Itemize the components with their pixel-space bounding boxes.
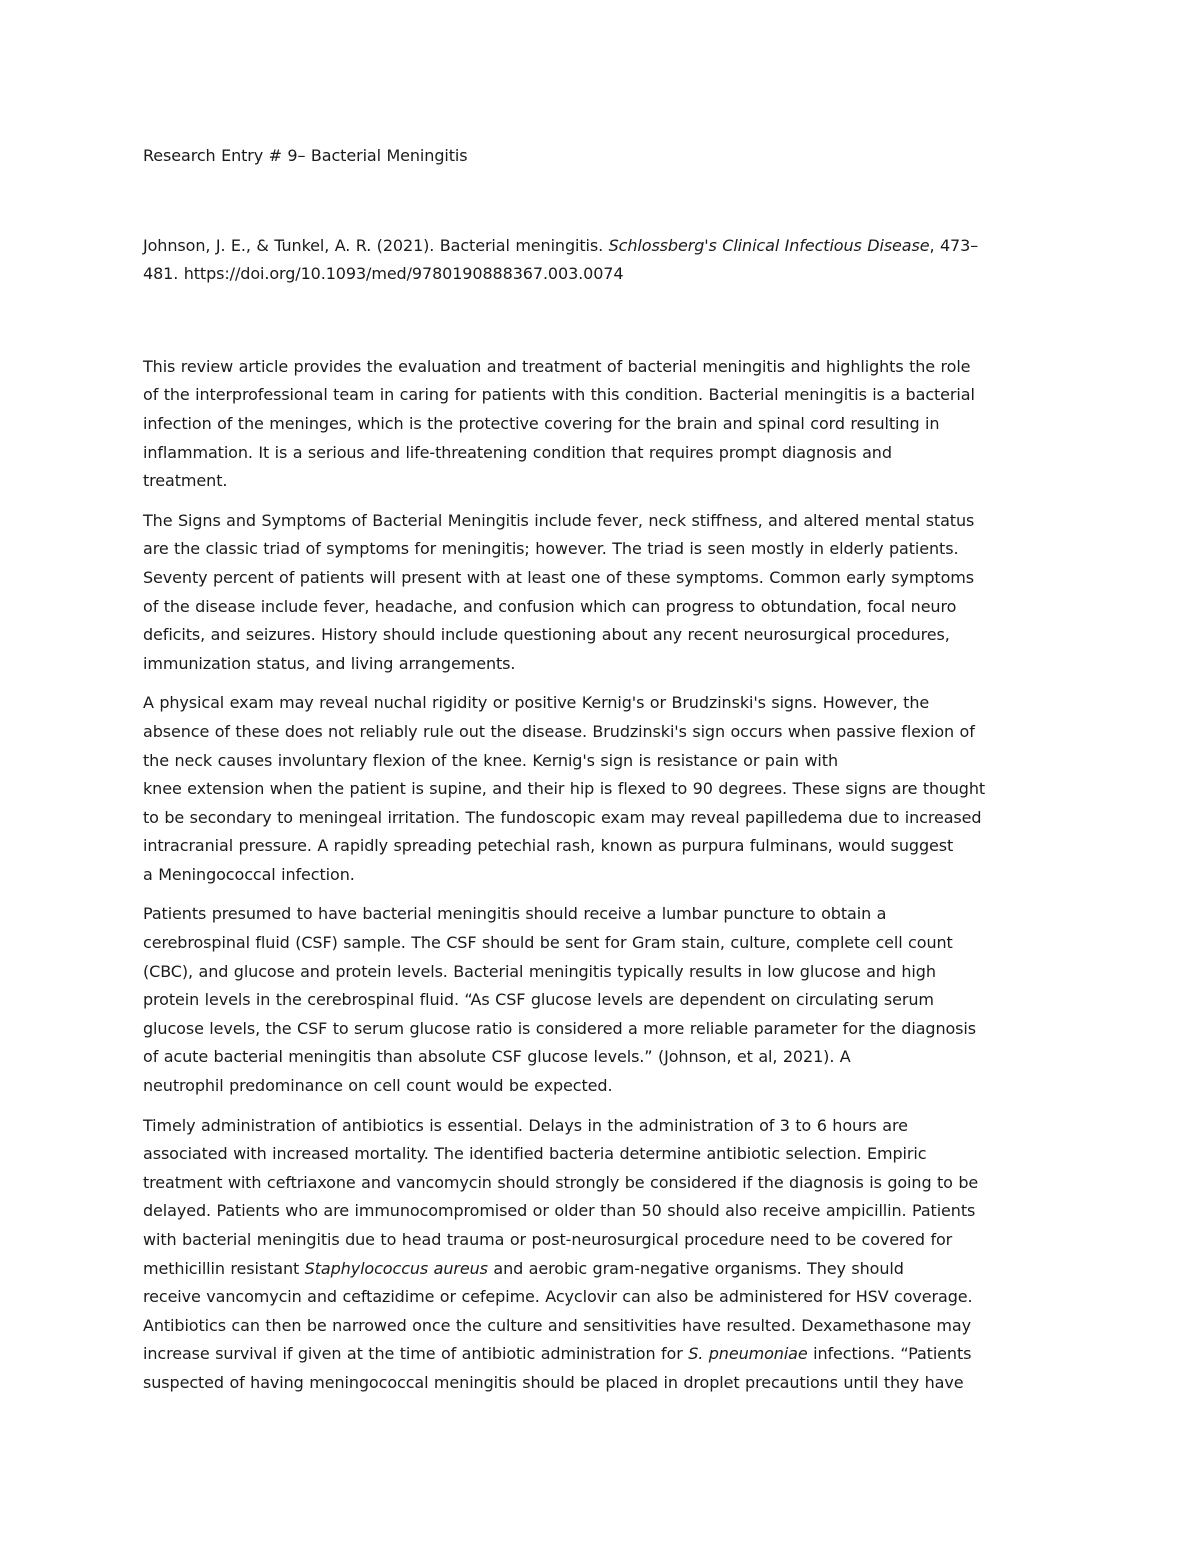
text-line: inflammation. It is a serious and life-threatening condition that requires prompt diagnosis and bbox=[143, 442, 892, 462]
document-title: Research Entry # 9– Bacterial Meningitis bbox=[143, 146, 468, 165]
text-line: of the interprofessional team in caring for patients with this condition. Bacterial meningitis is a bacterial bbox=[143, 385, 975, 405]
text-line: neutrophil predominance on cell count would be expected. bbox=[143, 1076, 613, 1096]
text-line: a Meningococcal infection. bbox=[143, 864, 355, 884]
citation-authors: Johnson, J. E., & Tunkel, A. R. (2021). Bacterial meningitis. bbox=[143, 235, 609, 255]
text-line: deficits, and seizures. History should include questioning about any recent neurosurgical procedures, bbox=[143, 625, 950, 645]
text-line: the neck causes involuntary flexion of the knee. Kernig's sign is resistance or pain with bbox=[143, 750, 838, 770]
paragraph-physical-exam bbox=[143, 689, 1050, 889]
organism-name: Staphylococcus aureus bbox=[304, 1258, 488, 1278]
text-line: Seventy percent of patients will present with at least one of these symptoms. Common early symptoms bbox=[143, 567, 975, 587]
text-line: receive vancomycin and ceftazidime or cefepime. Acyclovir can also be administered for HSV coverage. bbox=[143, 1287, 973, 1307]
text-line: Timely administration of antibiotics is essential. Delays in the administration of 3 to 6 hours are bbox=[143, 1115, 908, 1135]
paragraph-review-summary bbox=[143, 353, 1050, 496]
text-line: treatment. bbox=[143, 471, 228, 491]
citation-line-2: 481. https://doi.org/10.1093/med/9780190888367.003.0074 bbox=[143, 264, 624, 284]
text-segment: infections. “Patients bbox=[807, 1344, 972, 1364]
citation-journal: Schlossberg's Clinical Infectious Disease bbox=[608, 235, 930, 255]
text-line: of the disease include fever, headache, and confusion which can progress to obtundation, focal neuro bbox=[143, 596, 957, 616]
text-line: (CBC), and glucose and protein levels. Bacterial meningitis typically results in low glucose and high bbox=[143, 961, 936, 981]
text-line bbox=[143, 1340, 1050, 1369]
text-line: infection of the meninges, which is the protective covering for the brain and spinal cord resulting in bbox=[143, 413, 940, 433]
text-line: protein levels in the cerebrospinal fluid. “As CSF glucose levels are dependent on circulating serum bbox=[143, 990, 934, 1010]
text-line: immunization status, and living arrangements. bbox=[143, 653, 516, 673]
text-line: The Signs and Symptoms of Bacterial Meningitis include fever, neck stiffness, and altered mental status bbox=[143, 510, 975, 530]
text-line: Patients presumed to have bacterial meningitis should receive a lumbar puncture to obtain a bbox=[143, 904, 887, 924]
text-line: Antibiotics can then be narrowed once the culture and sensitivities have resulted. Dexamethasone may bbox=[143, 1315, 971, 1335]
paragraph-signs-symptoms bbox=[143, 507, 1050, 679]
text-line: This review article provides the evaluation and treatment of bacterial meningitis and highlights the role bbox=[143, 356, 971, 376]
text-line: to be secondary to meningeal irritation. The fundoscopic exam may reveal papilledema due to increased bbox=[143, 807, 982, 827]
citation bbox=[143, 232, 1050, 289]
text-line: suspected of having meningococcal meningitis should be placed in droplet precautions until they have bbox=[143, 1372, 964, 1392]
text-line: cerebrospinal fluid (CSF) sample. The CSF should be sent for Gram stain, culture, complete cell count bbox=[143, 933, 953, 953]
citation-line-1 bbox=[143, 232, 1050, 261]
text-line: treatment with ceftriaxone and vancomycin should strongly be considered if the diagnosis is going to be bbox=[143, 1172, 979, 1192]
text-line: absence of these does not reliably rule out the disease. Brudzinski's sign occurs when passive flexion of bbox=[143, 721, 975, 741]
paragraph-lumbar-puncture bbox=[143, 900, 1050, 1100]
text-line: with bacterial meningitis due to head trauma or post-neurosurgical procedure need to be covered for bbox=[143, 1230, 953, 1249]
text-line: glucose levels, the CSF to serum glucose ratio is considered a more reliable parameter for the diagnosis bbox=[143, 1018, 976, 1038]
text-line: knee extension when the patient is supine, and their hip is flexed to 90 degrees. These signs are thought bbox=[143, 779, 986, 799]
text-segment: methicillin resistant bbox=[143, 1258, 305, 1278]
paragraph-antibiotics bbox=[143, 1112, 1050, 1398]
citation-pages: , 473– bbox=[929, 235, 979, 255]
text-line: associated with increased mortality. The identified bacteria determine antibiotic selection. Empiric bbox=[143, 1144, 927, 1164]
text-line bbox=[143, 1255, 1050, 1284]
text-segment: and aerobic gram-negative organisms. They should bbox=[487, 1258, 904, 1278]
text-line: A physical exam may reveal nuchal rigidity or positive Kernig's or Brudzinski's signs. However, the bbox=[143, 693, 930, 713]
text-line: are the classic triad of symptoms for meningitis; however. The triad is seen mostly in elderly patients. bbox=[143, 539, 959, 559]
text-segment: increase survival if given at the time of antibiotic administration for bbox=[143, 1344, 689, 1364]
organism-name: S. pneumoniae bbox=[688, 1344, 808, 1364]
text-line: of acute bacterial meningitis than absolute CSF glucose levels.” (Johnson, et al, 2021). A bbox=[143, 1047, 851, 1067]
text-line: delayed. Patients who are immunocompromised or older than 50 should also receive ampicillin. Patients bbox=[143, 1201, 976, 1221]
text-line: intracranial pressure. A rapidly spreading petechial rash, known as purpura fulminans, would suggest bbox=[143, 836, 954, 856]
